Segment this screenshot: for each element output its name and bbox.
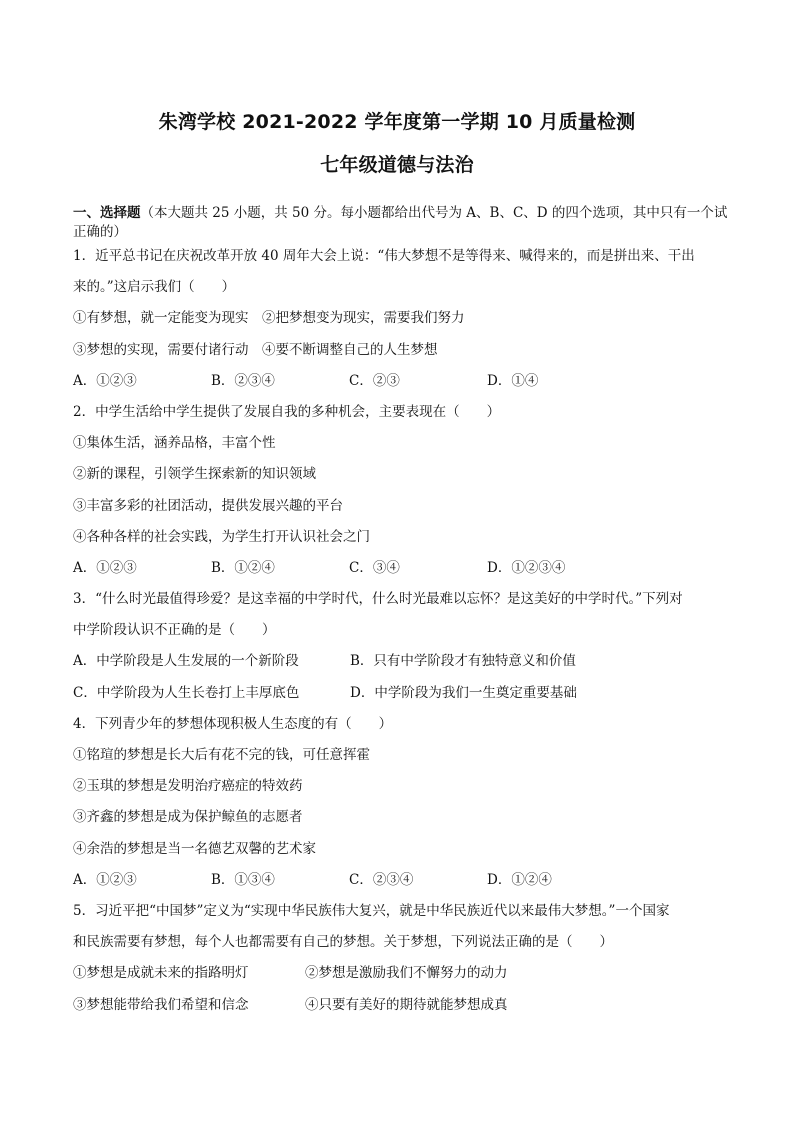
question-2-option-c[interactable]: C．③④: [349, 559, 400, 576]
section-title: 一、选择题: [73, 205, 141, 221]
question-3-option-d[interactable]: D．中学阶段为我们一生奠定重要基础: [350, 684, 577, 701]
question-1-option-c[interactable]: C．②③: [349, 372, 400, 389]
question-3-option-b[interactable]: B．只有中学阶段才有独特意义和价值: [350, 653, 576, 670]
question-3-stem-line-2: 中学阶段认识不正确的是（ ）: [73, 622, 276, 639]
question-3-option-a[interactable]: A．中学阶段是人生发展的一个新阶段: [73, 653, 299, 670]
question-5-stem-line-1: 5．习近平把“中国梦”定义为“实现中华民族伟大复兴，就是中华民族近代以来最伟大梦想。”一个国家: [73, 902, 670, 919]
question-2-option-d[interactable]: D．①②③④: [487, 559, 566, 576]
question-5-statements-row-2: [73, 995, 733, 1026]
question-2-option-b[interactable]: B．①②④: [211, 559, 275, 576]
question-1-options: [73, 371, 733, 402]
question-4-option-d[interactable]: D．①②④: [487, 871, 552, 888]
question-5-statements-row-1: [73, 963, 733, 994]
question-1-option-a[interactable]: A．①②③: [73, 372, 137, 389]
question-2-statement-3: ③丰富多彩的社团活动，提供发展兴趣的平台: [73, 497, 343, 514]
question-4-statement-1: ①铭瑄的梦想是长大后有花不完的钱，可任意挥霍: [73, 747, 370, 763]
question-2-options: [73, 558, 733, 589]
question-5-statement-3: ③梦想能带给我们希望和信念: [73, 996, 249, 1013]
question-1-stem-line-1: 1．近平总书记在庆祝改革开放 40 周年大会上说：“伟大梦想不是等得来、喊得来的，而是拼出来、干出: [73, 248, 695, 264]
question-4-statement-2: ②玉琪的梦想是发明治疗癌症的特效药: [73, 778, 303, 795]
question-1-statement-line-2: ③梦想的实现，需要付诸行动 ④要不断调整自己的人生梦想: [73, 341, 438, 358]
question-5-statement-4: ④只要有美好的期待就能梦想成真: [305, 996, 508, 1013]
section-description: （本大题共 25 小题，共 50 分。每小题都给出代号为 A、B、C、D 的四个选项，其中只有一个试正确的）: [73, 205, 728, 240]
question-5-statement-1: ①梦想是成就未来的指路明灯: [73, 965, 249, 982]
question-2-option-a[interactable]: A．①②③: [73, 559, 137, 576]
question-4-options: [73, 870, 733, 901]
section-heading: [73, 204, 733, 242]
question-5-stem-line-2: 和民族需要有梦想，每个人也都需要有自己的梦想。关于梦想，下列说法正确的是（ ）: [73, 934, 613, 951]
question-2-statement-4: ④各种各样的社会实践，为学生打开认识社会之门: [73, 528, 370, 545]
question-1-statement-line-1: ①有梦想，就一定能变为现实 ②把梦想变为现实，需要我们努力: [73, 310, 465, 327]
question-1-option-b[interactable]: B．②③④: [211, 372, 275, 389]
question-5-statement-2: ②梦想是激励我们不懈努力的动力: [305, 965, 508, 982]
question-4-option-c[interactable]: C．②③④: [349, 871, 414, 888]
question-list: [73, 246, 733, 1026]
question-4-stem: 4．下列青少年的梦想体现积极人生态度的有（ ）: [73, 715, 393, 732]
question-4-option-a[interactable]: A．①②③: [73, 871, 137, 888]
question-1-stem-line-2: 来的。”这启示我们（ ）: [73, 279, 236, 296]
exam-title: 朱湾学校 2021-2022 学年度第一学期 10 月质量检测: [158, 111, 636, 133]
question-2-statement-1: ①集体生活，涵养品格，丰富个性: [73, 435, 276, 452]
question-2-statement-2: ②新的课程，引领学生探索新的知识领域: [73, 466, 316, 483]
question-3-stem-line-1: 3．“什么时光最值得珍爱？是这幸福的中学时代，什么时光最难以忘怀？是这美好的中学时代。”下列对: [73, 591, 683, 608]
question-4-option-b[interactable]: B．①③④: [211, 871, 275, 888]
question-3-option-c[interactable]: C．中学阶段为人生长卷打上丰厚底色: [73, 684, 300, 701]
question-3-options-row-2: [73, 683, 733, 714]
question-3-options-row-1: [73, 651, 733, 682]
question-2-stem: 2．中学生活给中学生提供了发展自我的多种机会，主要表现在（ ）: [73, 403, 501, 420]
question-4-statement-4: ④余浩的梦想是当一名德艺双馨的艺术家: [73, 840, 316, 857]
question-4-statement-3: ③齐鑫的梦想是成为保护鲸鱼的志愿者: [73, 809, 303, 826]
question-1-option-d[interactable]: D．①④: [487, 372, 539, 389]
exam-subject: 七年级道德与法治: [320, 154, 474, 176]
